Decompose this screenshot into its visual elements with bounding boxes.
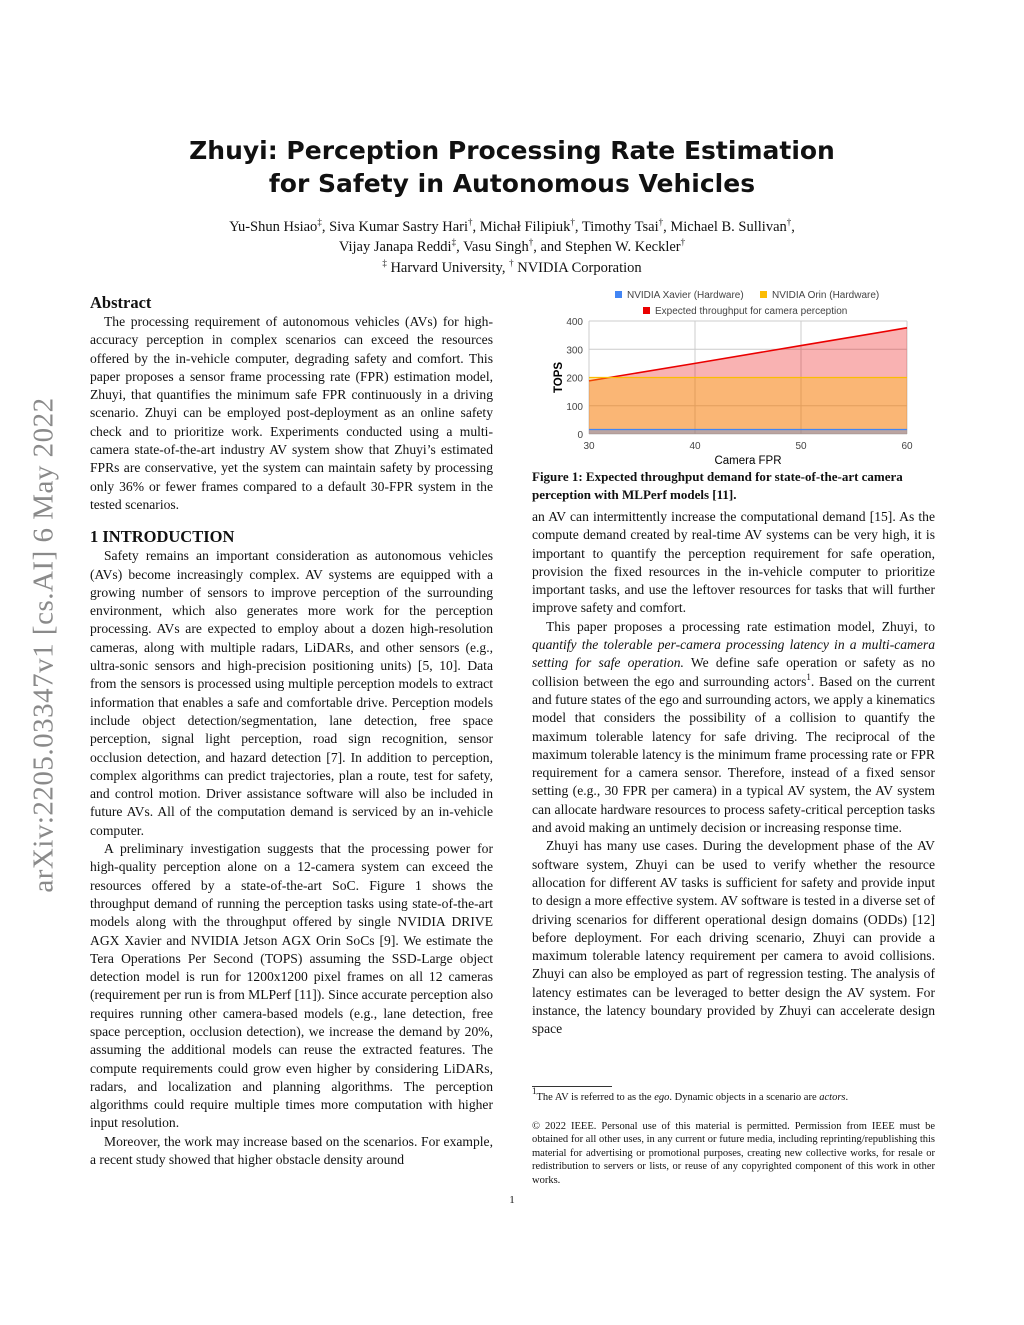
paper-title xyxy=(0,134,1024,200)
legend-swatch-0 xyxy=(615,291,622,298)
affil-mark: ‡ xyxy=(382,258,387,268)
text: . xyxy=(845,1092,849,1103)
author-affil-mark: † xyxy=(786,217,792,227)
author-name: Timothy Tsai xyxy=(581,219,659,235)
area-0 xyxy=(589,429,907,434)
legend-label-2: Expected throughput for camera perception xyxy=(655,306,848,317)
x-tick-label: 30 xyxy=(583,441,595,452)
author-affil-mark: ‡ xyxy=(317,217,322,227)
text: We define safe operation or safety as no collision between the ego and surrounding actors xyxy=(532,655,935,689)
legend-swatch-1 xyxy=(760,291,767,298)
title-line-2: for Safety in Autonomous Vehicles xyxy=(268,169,756,198)
footnote-number: 1 xyxy=(532,1086,537,1096)
affil-mark: † xyxy=(509,258,514,268)
left-column xyxy=(90,293,493,1169)
paragraph: Moreover, the work may increase based on the scenarios. For example, a recent study showed that higher obstacle density around xyxy=(90,1133,493,1168)
author-affil-mark: † xyxy=(658,217,664,227)
right-column xyxy=(532,508,935,1039)
page-number: 1 xyxy=(509,1194,515,1206)
footnote-ref[interactable]: 1 xyxy=(806,671,811,682)
area-1 xyxy=(589,378,907,435)
y-axis-label: TOPS xyxy=(553,361,565,394)
x-axis-label: Camera FPR xyxy=(714,455,782,467)
author-separator: , xyxy=(472,219,480,235)
author-name: Siva Kumar Sastry Hari xyxy=(329,219,468,235)
figure-1-chart xyxy=(540,288,930,468)
author-separator: , xyxy=(321,219,330,235)
author-name: Yu-Shun Hsiao xyxy=(229,219,318,235)
author-name: Michał Filipiuk xyxy=(479,219,571,235)
author-separator: , xyxy=(574,219,582,235)
arxiv-stamp: arXiv:2205.03347v1 [cs.AI] 6 May 2022 xyxy=(27,397,60,893)
affiliation: NVIDIA Corporation xyxy=(517,260,642,276)
footnote xyxy=(532,1086,935,1105)
text: The AV is referred to as the xyxy=(536,1092,655,1103)
y-tick-label: 400 xyxy=(566,317,583,328)
author-list xyxy=(150,218,874,257)
affiliation: Harvard University, xyxy=(390,260,506,276)
title-line-1: Zhuyi: Perception Processing Rate Estimation xyxy=(189,136,835,165)
x-tick-label: 40 xyxy=(689,441,701,452)
affiliations xyxy=(0,260,1024,277)
y-tick-label: 100 xyxy=(566,401,583,413)
author-name: Stephen W. Keckler xyxy=(565,238,681,255)
emphasis: actors xyxy=(819,1092,846,1103)
y-tick-label: 300 xyxy=(566,345,583,357)
copyright-notice: © 2022 IEEE. Personal use of this material is permitted. Permission from IEEE must be obtained for all other uses, in any current or future media, including reprinting/republishing this material for advertising or promotional purposes, creating new collective works, for resale or redistribution to servers or lists, or reuse of any copyrighted component of this work in other works. xyxy=(532,1121,935,1186)
author-separator: , xyxy=(791,219,795,235)
author-affil-mark: † xyxy=(680,236,686,247)
paragraph: A preliminary investigation suggests that the processing power for high-quality perception alone on a 12-camera system can exceed the resources offered by a state-of-the-art SoC. Figure 1 shows the throughput demand of running the perception tasks using state-of-the-art models along with the throughput offered by single NVIDIA DRIVE AGX Xavier and NVIDIA Jetson AGX Orin SoCs [9]. We estimate the Tera Operations Per Second (TOPS) assuming the SSD-Large object detection model is run for 1200x1200 pixel frames on all 12 cameras (requirement per run is from MLPerf [11]). Since accurate perception also requires running other camera-based models (e.g., lane detection, free space perception, occlusion detection), we increase the demand by 20%, assuming the additional models can reuse the extracted features. The compute requirements could grow even higher by considering LiDARs, radars, and localization and planning algorithms. The perception algorithms could require multiple times more computation with higher input resolution. xyxy=(90,841,493,1131)
author-name: Vasu Singh xyxy=(463,238,529,255)
footnote-rule xyxy=(532,1086,612,1087)
legend-label-1: NVIDIA Orin (Hardware) xyxy=(772,290,880,301)
y-tick-label: 0 xyxy=(577,430,583,441)
x-tick-label: 60 xyxy=(901,441,913,452)
y-tick-label: 200 xyxy=(566,373,583,385)
figure-caption: Figure 1: Expected throughput demand for state-of-the-art camera perception with MLPerf models [11]. xyxy=(532,469,903,502)
text: This paper proposes a processing rate estimation model, Zhuyi, to xyxy=(546,618,935,634)
legend-swatch-2 xyxy=(643,307,650,314)
author-affil-mark: † xyxy=(468,217,473,227)
paragraph: an AV can intermittently increase the computational demand [15]. As the compute demand created by real-time AV systems can be very high, it is important to quantify the perception requirement for safe operation, provision the fixed resources in the in-vehicle computer to prioritize important tasks, and use the leftover resources for tasks that will further improve safety and comfort. xyxy=(532,509,935,616)
abstract-text: The processing requirement of autonomous vehicles (AVs) for high-accuracy perception in complex scenarios can exceed the resources offered by the in-vehicle computer, degrading safety and comfort. This paper proposes a sensor frame processing rate (FPR) estimation model, Zhuyi, that quantifies the minimum safe FPR continuously in a driving scenario. Zhuyi can be employed post-deployment as an online safety check and to prioritize work. Experiments conducted using a multi-camera state-of-the-art industry AV system show that Zhuyi’s estimated FPRs are conservative, yet the system can maintain safety by processing only 36% or fewer frames compared to a default 30-FPR system in the tested scenarios. xyxy=(90,314,493,512)
emphasis: quantify the tolerable per-camera processing latency in a multi-camera setting for safe operation. xyxy=(532,637,935,671)
author-affil-mark: † xyxy=(570,217,575,227)
legend-label-0: NVIDIA Xavier (Hardware) xyxy=(627,290,744,301)
emphasis: ego xyxy=(654,1092,670,1103)
section-heading: 1 INTRODUCTION xyxy=(90,527,235,547)
x-tick-label: 50 xyxy=(795,441,807,452)
paragraph xyxy=(532,618,935,838)
text: . Dynamic objects in a scenario are xyxy=(669,1092,820,1103)
paragraph: Zhuyi has many use cases. During the development phase of the AV software system, Zhuyi can be used to verify whether the resource allocation for different AV tasks is sufficient for safety and provide input to design a more effective system. AV software is tested in a diverse set of driving scenarios for different operational design domains (ODDs) [12] before deployment. For each driving scenario, Zhuyi can provide a maximum tolerable latency requirement per camera to avoid collisions. Zhuyi can also be employed as part of regression testing. The analysis of latency estimates can be leveraged to better design the AV system. For instance, the latency boundary provided by Zhuyi can accelerate design space xyxy=(532,838,935,1037)
paragraph: Safety remains an important consideration as autonomous vehicles (AVs) become increasingly complex. AV systems are equipped with a growing number of sensors to improve perception of the surrounding environment, which also generates more work for the perception processing. AVs are expected to employ about a dozen high-resolution cameras, along with multiple radars, LiDARs, and other sensors (e.g., ultra-sonic sensors and high-precision positioning units) [5, 10]. Data from the sensors is processed using multiple perception models to extract information that enables a safe and comfortable drive. Perception models include object detection/segmentation, lane detection, free space perception, signal light perception, road sign recognition, sensor occlusion detection, and hazard detection [7]. In addition to perception, complex algorithms can predict trajectories, plan a route, test for safety, and control motion. Driver assistance software will also be included in future AVs. All of the computation demand is serviced by an in-vehicle computer. xyxy=(90,548,493,838)
author-affil-mark: ‡ xyxy=(451,236,457,247)
author-name: Vijay Janapa Reddi xyxy=(338,238,452,255)
author-separator: , and xyxy=(533,238,566,255)
text: . Based on the current and future states of the ego and surrounding actors, we apply a kinematics model that considers the possibility of a collision to quantify the maximum tolerable latency for safe driving. The reciprocal of the maximum tolerable latency is the minimum frame processing rate or FPR requirement for a camera sensor. Therefore, instead of a fixed sensor setting (e.g., 30 FPR per camera) in a typical AV system, the AV system can allocate hardware resources to process safety-critical perception tasks and avoid making an untimely decision or increasing response time. xyxy=(532,673,935,836)
author-separator: , xyxy=(456,238,464,255)
author-name: Michael B. Sullivan xyxy=(670,219,787,235)
author-affil-mark: † xyxy=(528,236,534,247)
author-separator: , xyxy=(663,219,671,235)
abstract-heading: Abstract xyxy=(90,293,152,312)
